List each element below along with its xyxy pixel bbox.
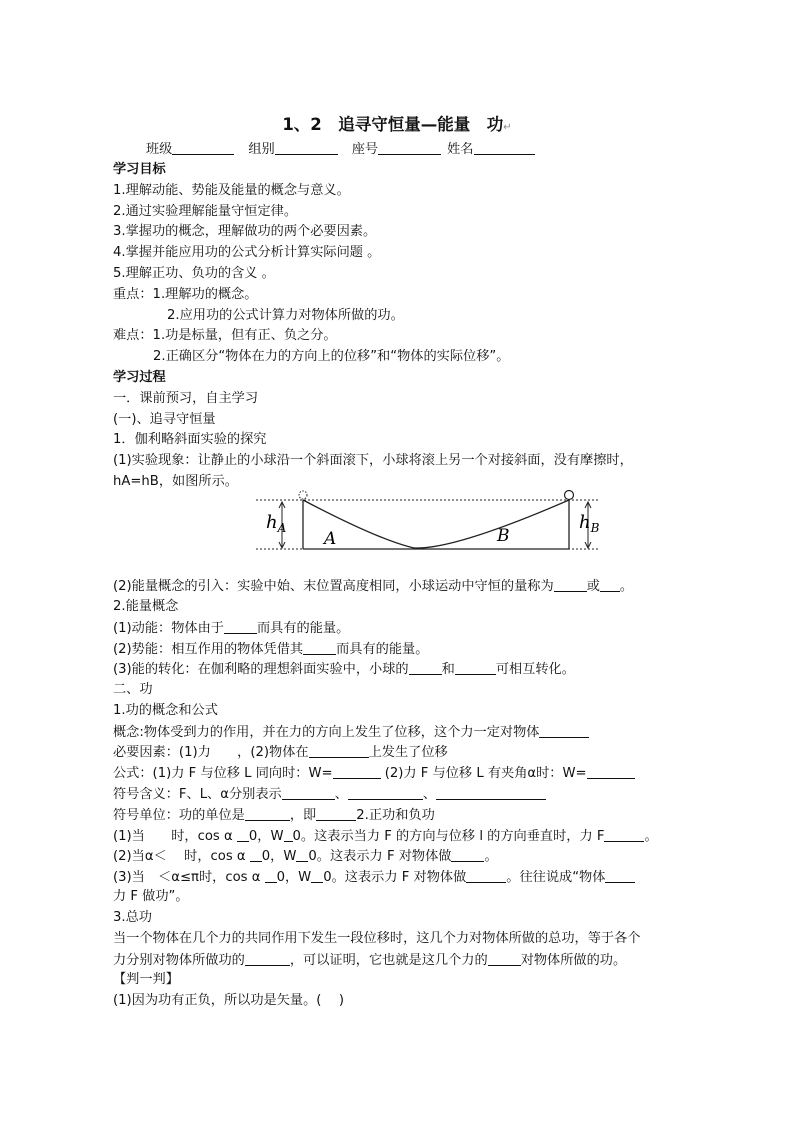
answer-blank[interactable] [245, 805, 290, 821]
answer-blank[interactable] [488, 950, 521, 966]
objective-item: 5.理解正功、负功的含义 。 [113, 266, 275, 281]
total-work-heading: 3.总功 [113, 910, 152, 925]
ball-start-icon [299, 491, 307, 499]
energy-concept-heading: 2.能量概念 [113, 599, 179, 614]
kinetic-energy-line: (1)动能：物体由于 而具有的能量。 [113, 618, 349, 639]
difficulty: 2.正确区分“物体在力的方向上的位移”和“物体的实际位移”。 [153, 349, 510, 364]
process-heading: 学习过程 [113, 370, 166, 385]
answer-blank[interactable] [539, 722, 589, 738]
incline-b-label: B [497, 526, 510, 546]
energy-conversion-line: (3)能的转化：在伽利略的理想斜面实验中，小球的 和 可相互转化。 [113, 659, 575, 680]
seat-label: 座号 [351, 142, 379, 157]
answer-blank[interactable] [284, 826, 293, 842]
symbol-meaning-line: 符号含义：F、L、α分别表示 、 、 [113, 784, 546, 805]
judge-heading: 【判一判】 [113, 972, 179, 987]
answer-blank[interactable] [311, 867, 323, 883]
case-two-line: (2)当α＜ 时，cos α 0，W 0。这表示力 F 对物体做 。 [113, 846, 498, 867]
answer-blank[interactable] [409, 659, 442, 675]
answer-blank[interactable] [224, 618, 257, 634]
answer-blank[interactable] [265, 867, 277, 883]
group-blank[interactable] [275, 139, 338, 155]
answer-blank[interactable] [466, 867, 506, 883]
answer-blank[interactable] [333, 763, 381, 779]
page-title [0, 114, 794, 139]
objective-item: 1.理解动能、势能及能量的概念与意义。 [113, 183, 350, 198]
answer-blank[interactable] [237, 826, 249, 842]
galileo-incline-figure [254, 488, 614, 554]
answer-blank[interactable] [605, 867, 635, 883]
answer-blank[interactable] [600, 576, 620, 592]
answer-blank[interactable] [309, 742, 369, 758]
incline-a-label: A [324, 529, 337, 549]
key-point: 重点：1.理解功的概念。 [113, 287, 258, 302]
answer-blank[interactable] [451, 846, 484, 862]
work-formula-line: 公式：(1)力 F 与位移 L 同向时：W= (2)力 F 与位移 L 有夹角α时：W= [113, 763, 635, 784]
title-text: 1、2 追寻守恒量—能量 功 [282, 115, 504, 134]
key-point: 2.应用功的公式计算力对物体所做的功。 [167, 308, 404, 323]
case-three-line: (3)当 ＜α≤π时，cos α 0，W 0。这表示力 F 对物体做 。往往说成“物体 [113, 867, 635, 888]
total-work-line: 当一个物体在几个力的共同作用下发生一段位移时，这几个力对物体所做的总功，等于各个 [113, 931, 641, 946]
class-label: 班级 [146, 142, 173, 157]
class-blank[interactable] [172, 139, 234, 155]
answer-blank[interactable] [296, 846, 308, 862]
group-label: 组别 [248, 142, 275, 157]
answer-blank[interactable] [587, 763, 635, 779]
part-two-heading: 二、功 [113, 682, 153, 697]
seat-blank[interactable] [378, 139, 441, 155]
answer-blank[interactable] [554, 576, 587, 592]
answer-blank[interactable] [455, 659, 496, 675]
objective-item: 4.掌握并能应用功的公式分析计算实际问题 。 [113, 245, 381, 260]
student-info-line [146, 139, 535, 160]
work-concept-line: 概念:物体受到力的作用，并在力的方向上发生了位移，这个力一定对物体 [113, 722, 589, 743]
energy-intro-line: (2)能量概念的引入：实验中始、末位置高度相同，小球运动中守恒的量称为 或 。 [113, 576, 633, 597]
galileo-heading: 1．伽利略斜面实验的探究 [113, 432, 267, 447]
ball-end-icon [565, 491, 574, 500]
difficulty: 难点：1.功是标量，但有正、负之分。 [113, 328, 337, 343]
paragraph-mark: ↵ [503, 122, 512, 133]
answer-blank[interactable] [348, 784, 423, 800]
objective-item: 2.通过实验理解能量守恒定律。 [113, 204, 298, 219]
work-heading: 1.功的概念和公式 [113, 703, 218, 718]
hb-label: $h_B$ [579, 512, 600, 535]
answer-blank[interactable] [282, 784, 335, 800]
answer-blank[interactable] [436, 784, 546, 800]
work-factors-line: 必要因素：(1)力 ，(2)物体在 上发生了位移 [113, 742, 448, 763]
objectives-heading: 学习目标 [113, 162, 166, 177]
work-unit-line: 符号单位：功的单位是 ，即 2.正功和负功 [113, 805, 435, 826]
total-work-line-2: 力分别对物体所做功的 ，可以证明，它也就是这几个力的 对物体所做的功。 [113, 950, 626, 971]
answer-blank[interactable] [245, 950, 290, 966]
name-blank[interactable] [474, 139, 535, 155]
case-one-line: (1)当 时，cos α 0，W 0。这表示当力 F 的方向与位移 l 的方向垂直时，力 F 。 [113, 826, 658, 847]
phenomenon-line: (1)实验现象：让静止的小球沿一个斜面滚下，小球将滚上另一个对接斜面，没有摩擦时， [113, 453, 633, 468]
answer-blank[interactable] [250, 846, 262, 862]
answer-blank[interactable] [303, 639, 336, 655]
part-one-heading: 一．课前预习，自主学习 [113, 391, 259, 406]
potential-energy-line: (2)势能：相互作用的物体凭借其 而具有的能量。 [113, 639, 428, 660]
phenomenon-line: hA=hB，如图所示。 [113, 474, 238, 489]
answer-blank[interactable] [604, 826, 644, 842]
name-label: 姓名 [447, 142, 474, 157]
answer-blank[interactable] [316, 805, 356, 821]
subsection-heading: (一)、追寻守恒量 [113, 412, 216, 427]
incline-curve [303, 500, 569, 548]
judge-item: (1)因为功有正负，所以功是矢量。( ) [113, 993, 344, 1008]
objective-item: 3.掌握功的概念，理解做功的两个必要因素。 [113, 224, 377, 239]
ha-label: $h_A$ [266, 512, 287, 535]
case-three-line-cont: 力 F 做功”。 [113, 889, 189, 904]
